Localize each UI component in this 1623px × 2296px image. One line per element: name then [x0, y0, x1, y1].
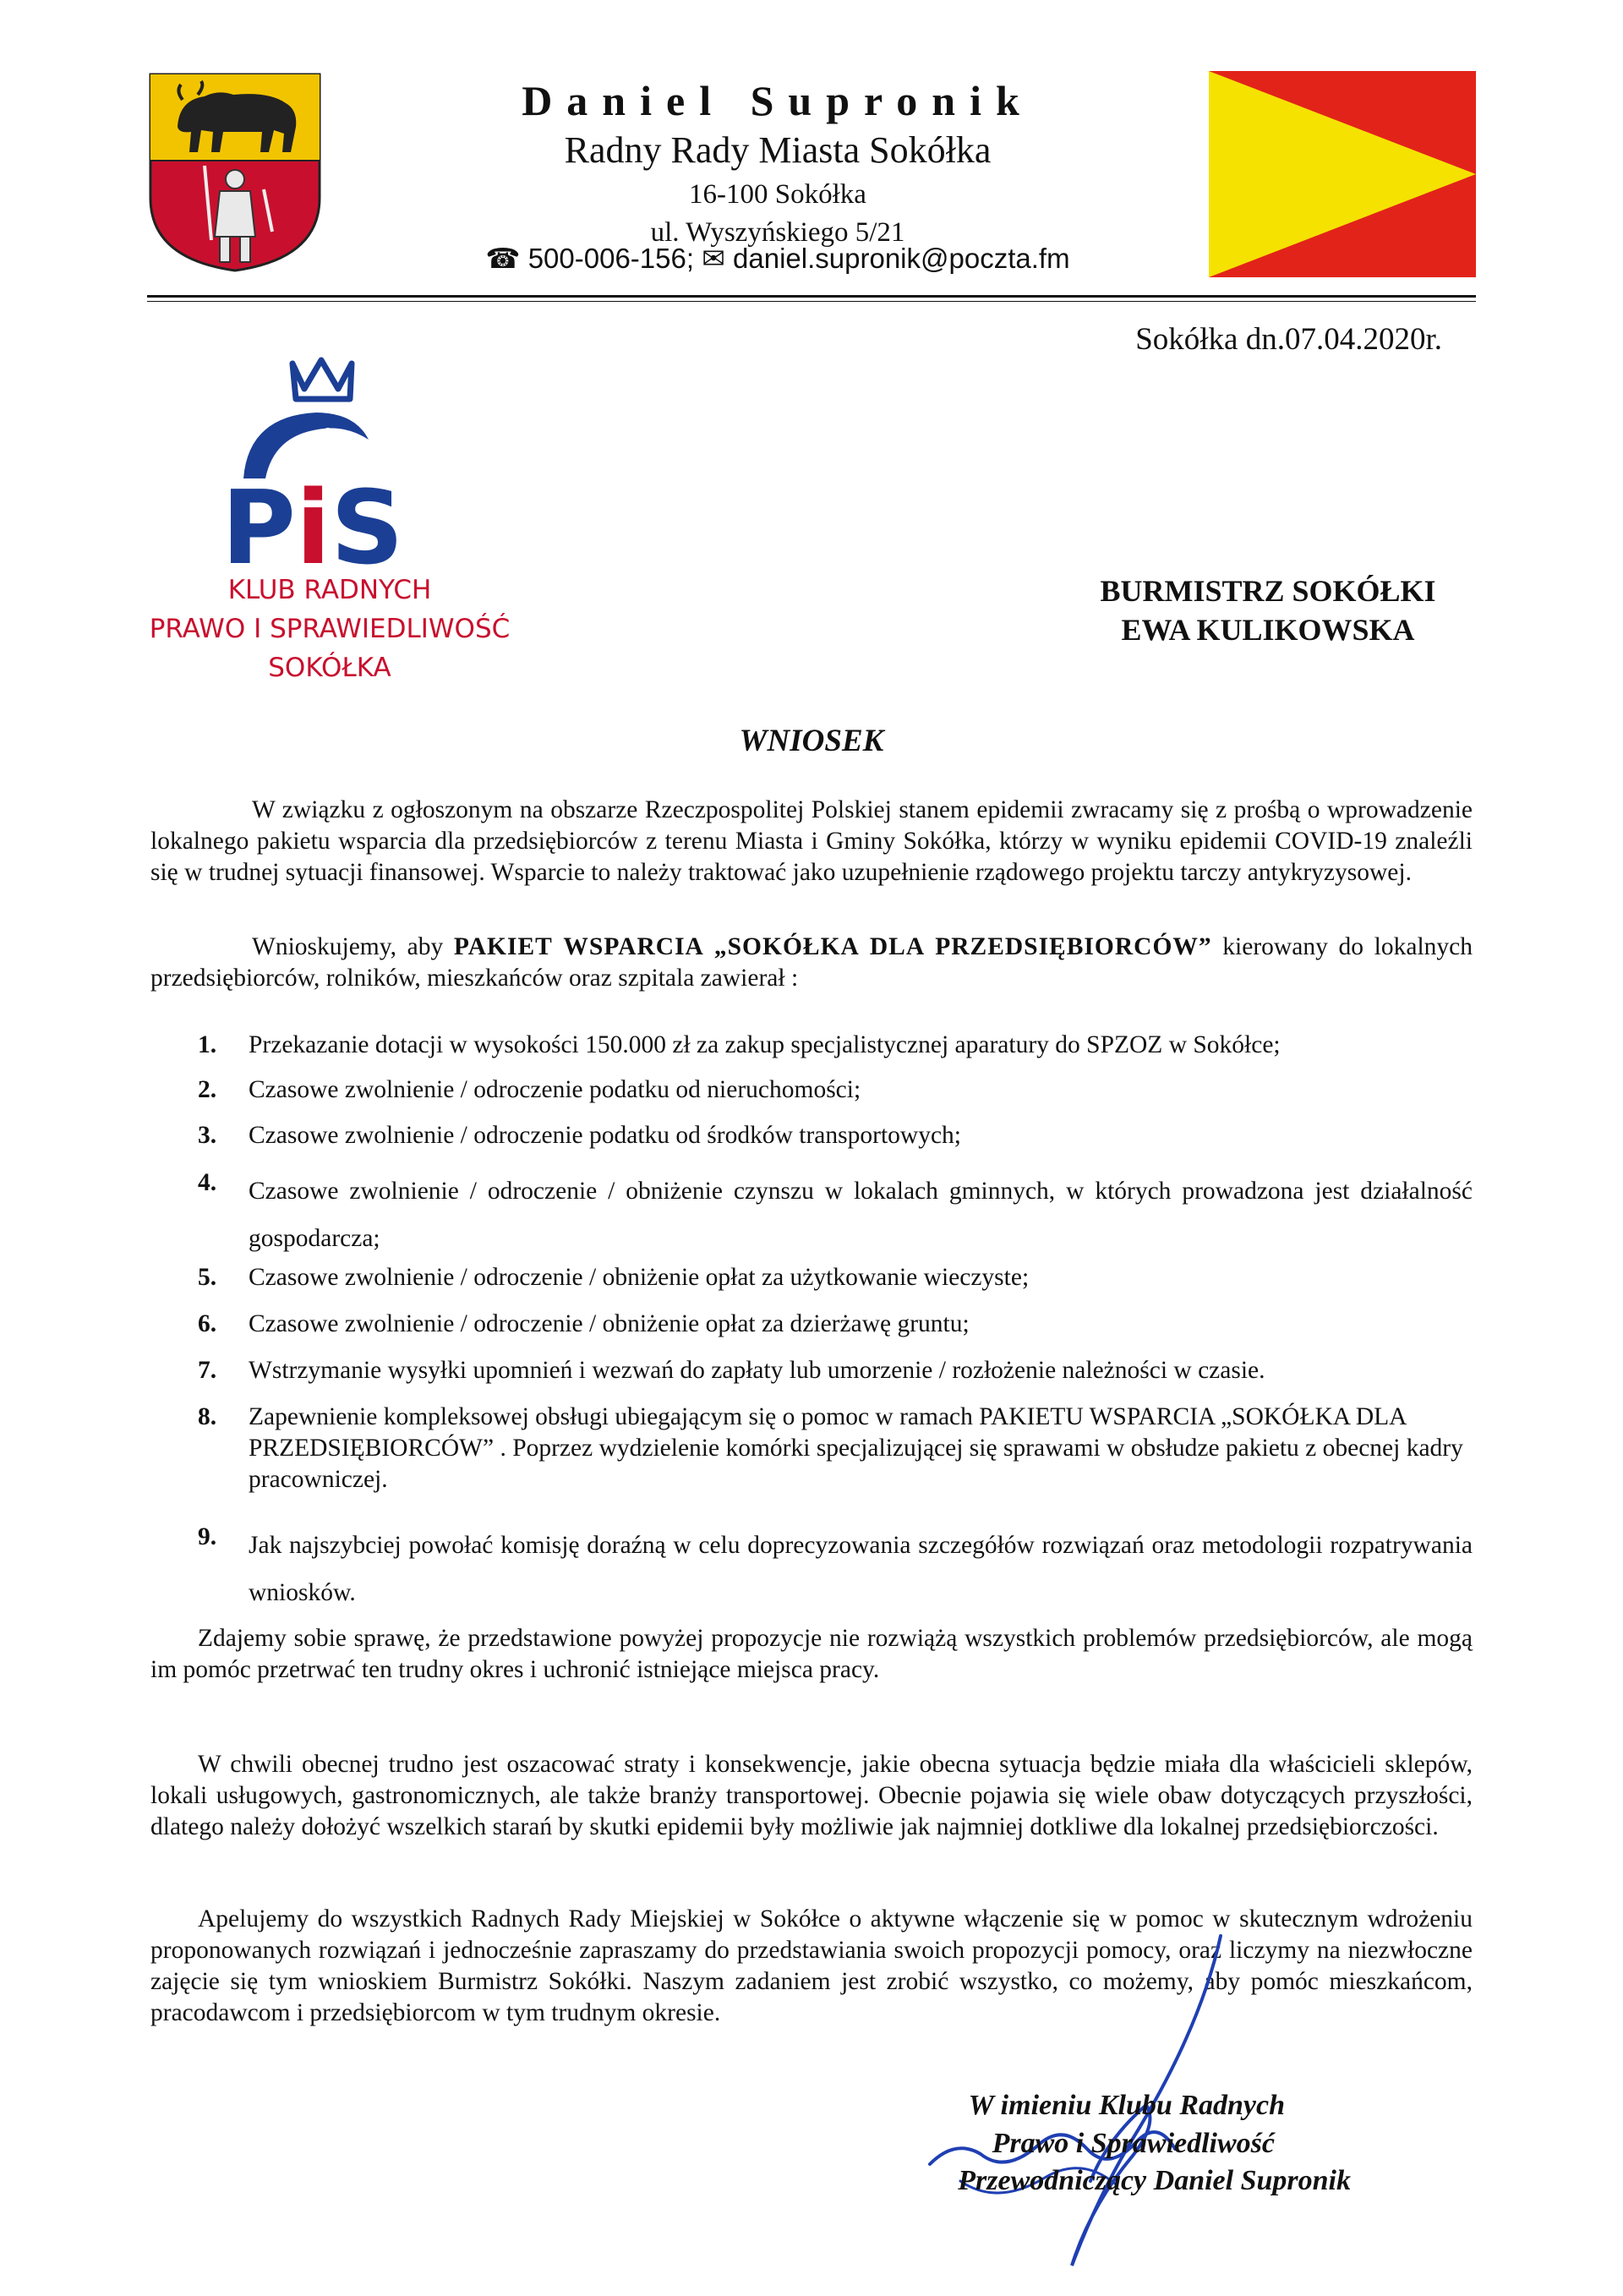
club-line-2: PRAWO I SPRAWIEDLIWOŚĆ: [149, 614, 511, 644]
author-contact: ☎ 500-006-156; ✉ daniel.supronik@poczta.fm: [485, 243, 1070, 274]
phone-number[interactable]: 500-006-156: [527, 243, 686, 274]
intro-paragraph: W związku z ogłoszonym na obszarze Rzeczpospolitej Polskiej stanem epidemii zwracamy się z prośbą o wprowadzenie lokalnego pakietu wsparcia dla przedsiębiorców z terenu Miasta i Gminy Sokółka, którzy w wyniku epidemii COVID-19 znaleźli się w trudnej sytuacji finansowej. Wsparcie to należy traktować jako uzupełnienie rządowego projektu tarczy antykryzysowej.: [150, 796, 1473, 886]
party-logo-icon: [218, 352, 429, 571]
request-lead: Wnioskujemy, aby: [252, 933, 454, 960]
package-name: PAKIET WSPARCIA „SOKÓŁKA DLA PRZEDSIĘBIORCÓW”: [453, 933, 1212, 960]
paragraph-3: Zdajemy sobie sprawę, że przedstawione powyżej propozycje nie rozwiążą wszystkich problemów przedsiębiorców, ale mogą im pomóc przetrwać ten trudny okres i uchronić istniejące miejsca pracy.: [150, 1625, 1473, 1683]
coat-of-arms-icon: [145, 71, 325, 274]
envelope-icon: ✉: [702, 243, 725, 274]
telephone-icon: ☎: [485, 243, 521, 274]
signature-line-3: Przewodniczący Daniel Supronik: [958, 2165, 1351, 2196]
document-date: Sokółka dn.07.04.2020r.: [1135, 322, 1442, 357]
request-paragraph: [150, 932, 1473, 994]
club-line-1: KLUB RADNYCH: [227, 575, 432, 605]
paragraph-5: Apelujemy do wszystkich Radnych Rady Miejskiej w Sokółce o aktywne włączenie się w pomoc w skutecznym wdrożeniu proponowanych rozwiązań i jednocześnie zapraszamy do przedstawiania swoich propozycji pomocy, oraz liczymy na niezwłoczne zajęcie się tym wnioskiem Burmistrz Sokółki. Naszym zadaniem jest zrobić wszystko, co możemy, aby pomóc mieszkańcom, pracodawcom i przedsiębiorcom w tym trudnym okresie.: [150, 1905, 1473, 2026]
party-logo-text: PiS: [221, 470, 404, 571]
paragraph-4: W chwili obecnej trudno jest oszacować straty i konsekwencje, jakie obecna sytuacja będzie miała dla właścicieli sklepów, lokali usługowych, gastronomicznych, ale także branży transportowej. Obecnie pojawia się wiele obaw dotyczących przyszłości, dlatego należy dołożyć wszelkich starań by skutki epidemii były możliwie jak najmniej dotkliwe dla lokalnej przedsiębiorczości.: [150, 1751, 1473, 1840]
recipient-title: BURMISTRZ SOKÓŁKI: [1100, 574, 1436, 608]
recipient-name: EWA KULIKOWSKA: [1121, 613, 1415, 647]
author-role: Radny Rady Miasta Sokółka: [564, 129, 992, 171]
author-name: Daniel Supronik: [522, 77, 1034, 124]
signature-line-1: W imieniu Klubu Radnych: [968, 2090, 1285, 2121]
header-divider: [147, 295, 1476, 298]
signature-line-2: Prawo i Sprawiedliwość: [992, 2128, 1275, 2159]
header-divider-thin: [147, 301, 1476, 302]
town-flag-icon: [1209, 71, 1476, 277]
author-street: ul. Wyszyńskiego 5/21: [650, 217, 905, 248]
author-postal: 16-100 Sokółka: [689, 179, 866, 210]
document-title: WNIOSEK: [739, 724, 884, 758]
request-tail: kierowany do lokalnych przedsiębiorców, rolników, mieszkańców oraz szpitala zawierał :: [150, 933, 1473, 992]
club-line-3: SOKÓŁKA: [268, 653, 391, 683]
email-address[interactable]: daniel.supronik@poczta.fm: [733, 243, 1070, 274]
